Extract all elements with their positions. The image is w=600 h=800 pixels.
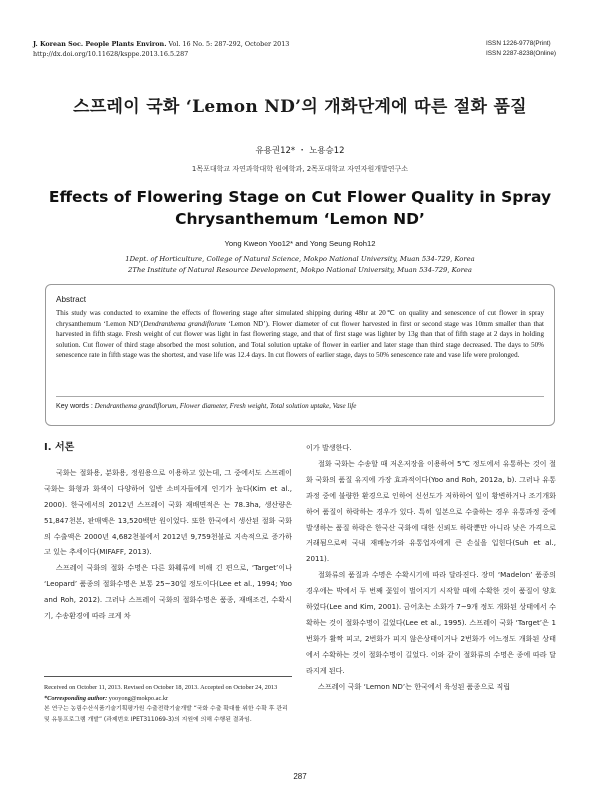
title-english-line-1: Effects of Flowering Stage on Cut Flower Quality in Spray	[48, 188, 552, 206]
corresponding-author	[44, 693, 294, 704]
corresponding-label: *Corresponding author:	[44, 695, 108, 702]
issn-print: ISSN 1226-9778(Print)	[486, 40, 551, 47]
footnote-divider	[44, 676, 292, 677]
affiliation-english-1: 1Dept. of Horticulture, College of Natural Science, Mokpo National University, Muan 534-729, Korea	[125, 255, 475, 263]
issn-online: ISSN 2287-8238(Online)	[486, 50, 556, 57]
title-english	[40, 186, 560, 230]
abstract-species-italic: Dendranthema grandiflorum	[143, 319, 226, 328]
abstract-text-part-1: This study was conducted to examine the effects of flowering stage after simulated shipping during 48hr at 20℃ on quality and senescence of cut flower in spray chrysanthemum ‘Lemon ND’(	[56, 309, 544, 328]
abstract-divider	[56, 396, 544, 397]
abstract-text	[56, 308, 544, 361]
authors-korean: 유용권12* ・ 노용승12	[255, 146, 345, 156]
keywords-label: Key words :	[56, 403, 93, 410]
affiliations-korean: 1목포대학교 자연과학대학 원예학과, 2목포대학교 자연자원개발연구소	[191, 165, 409, 173]
corresponding-email[interactable]: yooyong@mokpo.ac.kr	[108, 695, 169, 702]
keywords-line	[56, 402, 546, 410]
left-column	[44, 440, 292, 624]
received-dates: Received on October 11, 2013. Revised on October 18, 2013. Accepted on October 24, 2013	[44, 684, 278, 691]
paragraph: 스프레이 국화 ‘Lemon ND’는 한국에서 육성된 품종으로 직립	[318, 681, 511, 691]
section-heading-introduction: Ⅰ. 서론	[44, 442, 75, 453]
journal-citation	[33, 39, 289, 49]
title-english-line-2: Chrysanthemum ‘Lemon ND’	[175, 210, 425, 228]
paragraph: 절화 국화는 수송할 때 저온저장을 이용하여 5℃ 정도에서 유통하는 것이 절화 국화의 품질 유지에 가장 효과적이다(Yoo and Roh, 2012a, b). 그러나 유통과정 중에 불량한 환경으로 인하여 신선도가 저하하여 잎이 황변하거나 조기개화하여 품질이 하락하는 경우가 있다. 특히 일본으로 수출하는 경우 유통과정 중에 발생하는 품질 하락은 한국산 국화에 대한 신뢰도 하락뿐만 아니라 낮은 가격으로 거래됨으로써 국내 재배농가와 유통업자에게 큰 손실을 입힌다(Suh et al., 2011).	[306, 458, 556, 564]
paragraph: 스프레이 국화의 절화 수명은 다른 화훼류에 비해 긴 편으로, ‘Target’이나 ‘Leopard’ 품종의 절화수명은 보통 25~30일 정도이다(Lee et al., 1994; Yoo and Roh, 2012). 그러나 스프레이 국화의 절화수명은 품종, 재배조건, 수확시기, 수송환경에 따라 크게 차	[44, 563, 292, 621]
keywords-values: Dendranthema grandiflorum, Flower diameter, Fresh weight, Total solution uptake, Vase life	[94, 402, 357, 410]
title-korean: 스프레이 국화 ‘Lemon ND’의 개화단계에 따른 절화 품질	[73, 97, 527, 117]
funding-note: 본 연구는 농림수산식품기술기획평가원 수출전략기술개발 “국화 수출 확대를 위한 수확 후 관리 및 유통프로그램 개발” (과제번호 IPET311069-3)의 지원에 의해 수행된 결과임.	[44, 706, 288, 723]
authors-english: Yong Kweon Yoo12* and Yong Seung Roh12	[224, 239, 376, 248]
affiliations-english	[40, 254, 560, 276]
paragraph: 국화는 절화용, 분화용, 정원용으로 이용하고 있는데, 그 중에서도 스프레이 국화는 화형과 화색이 다양하여 일반 소비자들에게 인기가 높다(Kim et al., 2000). 한국에서의 2012년 스프레이 국화 재배면적은 는 78.3ha, 생산량은 51,847천본, 판매액은 13,520백만 원이었다. 또한 한국에서 생산된 절화 국화의 수출액은 2000년 4,682천불에서 2012년 9,759천불로 지속적으로 증가하고 있는 추세이다(MIFAFF, 2013).	[44, 467, 292, 557]
journal-name: J. Korean Soc. People Plants Environ.	[33, 40, 167, 48]
footnotes	[44, 682, 294, 725]
issn-block	[486, 39, 556, 59]
right-column	[306, 440, 556, 695]
doi-link[interactable]: http://dx.doi.org/10.11628/ksppe.2013.16.5.287	[33, 50, 189, 58]
abstract-box	[45, 284, 555, 426]
paragraph: 절화류의 품질과 수명은 수확시기에 따라 달라진다. 장미 ‘Madelon’ 품종의 경우에는 박에서 두 번째 꽃잎이 벌어지기 시작할 때에 수확한 것이 품질이 양호하였다(Lee and Kim, 2001). 금어초는 소화가 7~9개 정도 개화된 상태에서 수확하는 것이 절화수명이 길었다(Lee et al., 1995). 스프레이 국화 ‘Target’은 1번화가 활짝 피고, 2번화가 피지 않은상태이거나 2번화가 어느정도 개화된 상태에서 수확하는 것이 절화수명이 길었다. 이와 같이 절화류의 수명은 종에 따라 달라지게 된다.	[306, 570, 556, 675]
volume-info: Vol. 16 No. 5: 287-292, October 2013	[168, 40, 290, 48]
abstract-heading: Abstract	[56, 295, 87, 304]
paragraph-continuation: 이가 발생한다.	[306, 443, 352, 452]
page-number: 287	[293, 772, 307, 781]
abstract-text-part-2: ‘Lemon ND’). Flower diameter of cut flower harvested in first or second stage was 10mm smaller than that harvested in fifth stage. Fresh weight of cut flower was light in fast flowering stage, and that of first stage was lighter by 13g than that of fifth stage at 2 days in holding solution. Cut flower of third stage absorbed the most solution, and Total solution uptake of flower in earlier and later stage than third stage decreased. The days to 50% senescence rate in fifth stage was the shortest, and vase life was 12.4 days. In cut flowers of earlier stage, days to 50% senescence rate and vase life were prolonged.	[56, 319, 545, 360]
journal-header	[33, 39, 289, 59]
affiliation-english-2: 2The Institute of Natural Resource Development, Mokpo National University, Muan 534-729, Korea	[128, 266, 472, 274]
